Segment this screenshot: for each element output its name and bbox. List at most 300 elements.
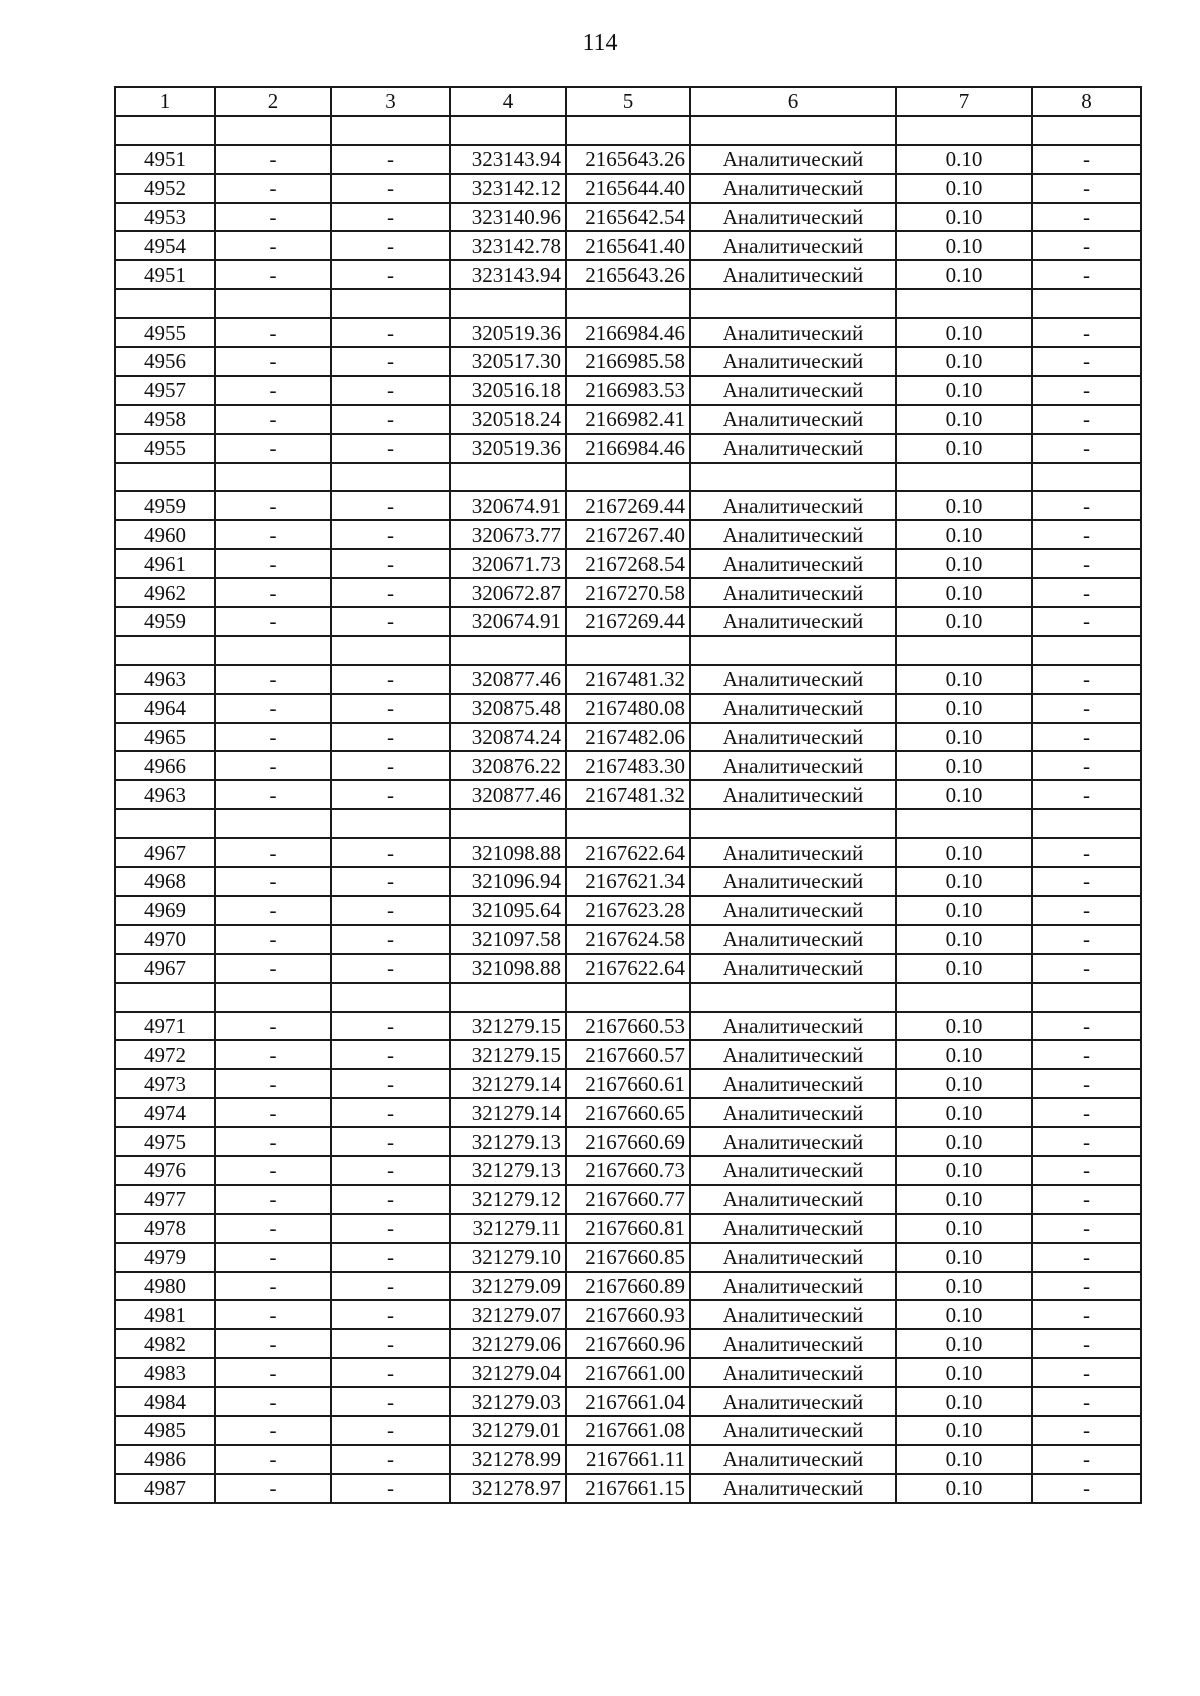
table-row — [115, 867, 1141, 896]
table-cell-col3: - — [331, 1416, 450, 1445]
table-cell-col5: 2167622.64 — [566, 954, 690, 983]
table-cell-col1: 4969 — [115, 896, 215, 925]
table-cell-col2: - — [215, 347, 331, 376]
table-row — [115, 1127, 1141, 1156]
table-cell-col1: 4959 — [115, 607, 215, 636]
table-cell-col5: 2167480.08 — [566, 694, 690, 723]
table-cell-col8: - — [1032, 1012, 1141, 1041]
table-row — [115, 1272, 1141, 1301]
table-cell-col8: - — [1032, 347, 1141, 376]
table-cell-col5: 2166985.58 — [566, 347, 690, 376]
table-cell-col5: 2166983.53 — [566, 376, 690, 405]
table-cell-col5: 2167481.32 — [566, 665, 690, 694]
table-cell-col7: 0.10 — [896, 1040, 1032, 1069]
table-row — [115, 1416, 1141, 1445]
table-row — [115, 723, 1141, 752]
empty-cell — [690, 809, 896, 838]
empty-cell — [331, 289, 450, 318]
empty-cell — [896, 116, 1032, 145]
empty-cell — [1032, 116, 1141, 145]
table-cell-col8: - — [1032, 1069, 1141, 1098]
table-cell-col5: 2167660.57 — [566, 1040, 690, 1069]
table-cell-col6: Аналитический — [690, 665, 896, 694]
table-cell-col5: 2167481.32 — [566, 780, 690, 809]
table-cell-col7: 0.10 — [896, 376, 1032, 405]
table-cell-col4: 320877.46 — [450, 780, 566, 809]
table-cell-col7: 0.10 — [896, 1127, 1032, 1156]
table-cell-col1: 4957 — [115, 376, 215, 405]
table-cell-col3: - — [331, 780, 450, 809]
table-cell-col2: - — [215, 1185, 331, 1214]
table-row — [115, 174, 1141, 203]
table-cell-col1: 4976 — [115, 1156, 215, 1185]
empty-cell — [896, 809, 1032, 838]
table-cell-col4: 321098.88 — [450, 954, 566, 983]
table-cell-col5: 2167624.58 — [566, 925, 690, 954]
table-cell-col4: 320671.73 — [450, 549, 566, 578]
table-cell-col7: 0.10 — [896, 751, 1032, 780]
table-cell-col5: 2165643.26 — [566, 145, 690, 174]
table-cell-col7: 0.10 — [896, 1358, 1032, 1387]
table-cell-col1: 4956 — [115, 347, 215, 376]
table-cell-col1: 4977 — [115, 1185, 215, 1214]
table-cell-col3: - — [331, 434, 450, 463]
table-cell-col8: - — [1032, 1040, 1141, 1069]
header-row — [115, 87, 1141, 116]
table-cell-col3: - — [331, 376, 450, 405]
table-cell-col1: 4963 — [115, 780, 215, 809]
empty-cell — [690, 289, 896, 318]
table-cell-col6: Аналитический — [690, 347, 896, 376]
table-cell-col4: 320519.36 — [450, 434, 566, 463]
empty-cell — [1032, 289, 1141, 318]
table-cell-col8: - — [1032, 405, 1141, 434]
table-cell-col1: 4951 — [115, 260, 215, 289]
table-cell-col8: - — [1032, 954, 1141, 983]
table-cell-col1: 4978 — [115, 1214, 215, 1243]
table-cell-col2: - — [215, 896, 331, 925]
table-cell-col6: Аналитический — [690, 1358, 896, 1387]
table-row — [115, 231, 1141, 260]
table-cell-col1: 4951 — [115, 145, 215, 174]
table-cell-col1: 4980 — [115, 1272, 215, 1301]
table-cell-col2: - — [215, 1445, 331, 1474]
table-cell-col6: Аналитический — [690, 174, 896, 203]
table-row — [115, 578, 1141, 607]
table-cell-col6: Аналитический — [690, 1445, 896, 1474]
table-cell-col5: 2167660.93 — [566, 1300, 690, 1329]
table-cell-col3: - — [331, 1358, 450, 1387]
table-cell-col4: 321278.97 — [450, 1474, 566, 1503]
empty-cell — [566, 983, 690, 1012]
table-cell-col4: 321279.15 — [450, 1040, 566, 1069]
table-cell-col3: - — [331, 1156, 450, 1185]
table-cell-col4: 323140.96 — [450, 203, 566, 232]
table-cell-col6: Аналитический — [690, 838, 896, 867]
table-row — [115, 1329, 1141, 1358]
empty-cell — [566, 116, 690, 145]
table-cell-col8: - — [1032, 780, 1141, 809]
table-cell-col5: 2167269.44 — [566, 607, 690, 636]
table-cell-col1: 4955 — [115, 318, 215, 347]
table-cell-col2: - — [215, 1243, 331, 1272]
table-cell-col1: 4964 — [115, 694, 215, 723]
table-cell-col4: 320517.30 — [450, 347, 566, 376]
table-row — [115, 1098, 1141, 1127]
column-header: 1 — [115, 87, 215, 116]
table-cell-col2: - — [215, 1300, 331, 1329]
table-row — [115, 1387, 1141, 1416]
table-cell-col7: 0.10 — [896, 434, 1032, 463]
table-cell-col2: - — [215, 1098, 331, 1127]
table-cell-col2: - — [215, 954, 331, 983]
table-cell-col3: - — [331, 1387, 450, 1416]
table-cell-col5: 2167268.54 — [566, 549, 690, 578]
table-cell-col1: 4966 — [115, 751, 215, 780]
table-cell-col8: - — [1032, 1300, 1141, 1329]
column-header: 3 — [331, 87, 450, 116]
separator-row — [115, 463, 1141, 492]
table-cell-col5: 2167267.40 — [566, 520, 690, 549]
table-cell-col4: 321278.99 — [450, 1445, 566, 1474]
table-cell-col3: - — [331, 954, 450, 983]
table-cell-col8: - — [1032, 1358, 1141, 1387]
table-cell-col2: - — [215, 1474, 331, 1503]
table-cell-col8: - — [1032, 838, 1141, 867]
table-cell-col3: - — [331, 1214, 450, 1243]
empty-cell — [690, 983, 896, 1012]
table-cell-col6: Аналитический — [690, 1098, 896, 1127]
table-row — [115, 1069, 1141, 1098]
table-cell-col3: - — [331, 491, 450, 520]
table-cell-col4: 321096.94 — [450, 867, 566, 896]
table-cell-col6: Аналитический — [690, 1387, 896, 1416]
table-cell-col3: - — [331, 260, 450, 289]
table-row — [115, 751, 1141, 780]
table-cell-col8: - — [1032, 1185, 1141, 1214]
table-cell-col6: Аналитический — [690, 1329, 896, 1358]
table-cell-col7: 0.10 — [896, 723, 1032, 752]
empty-cell — [215, 463, 331, 492]
table-cell-col3: - — [331, 549, 450, 578]
table-cell-col5: 2165641.40 — [566, 231, 690, 260]
table-cell-col6: Аналитический — [690, 260, 896, 289]
table-cell-col2: - — [215, 1040, 331, 1069]
table-cell-col8: - — [1032, 376, 1141, 405]
table-cell-col6: Аналитический — [690, 896, 896, 925]
table-cell-col5: 2167660.53 — [566, 1012, 690, 1041]
table-cell-col3: - — [331, 1474, 450, 1503]
table-cell-col5: 2167661.15 — [566, 1474, 690, 1503]
table-cell-col7: 0.10 — [896, 1156, 1032, 1185]
table-cell-col8: - — [1032, 578, 1141, 607]
table-cell-col8: - — [1032, 1416, 1141, 1445]
table-cell-col5: 2167660.96 — [566, 1329, 690, 1358]
table-cell-col7: 0.10 — [896, 260, 1032, 289]
table-cell-col6: Аналитический — [690, 607, 896, 636]
table-cell-col7: 0.10 — [896, 1272, 1032, 1301]
table-cell-col4: 323142.78 — [450, 231, 566, 260]
table-cell-col6: Аналитический — [690, 1214, 896, 1243]
table-cell-col2: - — [215, 607, 331, 636]
table-cell-col2: - — [215, 751, 331, 780]
table-cell-col6: Аналитический — [690, 1069, 896, 1098]
table-cell-col2: - — [215, 434, 331, 463]
table-row — [115, 954, 1141, 983]
table-cell-col8: - — [1032, 723, 1141, 752]
table-cell-col3: - — [331, 1329, 450, 1358]
table-cell-col3: - — [331, 1012, 450, 1041]
table-cell-col7: 0.10 — [896, 1416, 1032, 1445]
table-cell-col7: 0.10 — [896, 549, 1032, 578]
table-cell-col3: - — [331, 578, 450, 607]
table-cell-col7: 0.10 — [896, 665, 1032, 694]
table-row — [115, 549, 1141, 578]
table-cell-col3: - — [331, 174, 450, 203]
table-cell-col3: - — [331, 1098, 450, 1127]
empty-cell — [450, 116, 566, 145]
empty-cell — [566, 809, 690, 838]
table-cell-col7: 0.10 — [896, 174, 1032, 203]
table-cell-col2: - — [215, 694, 331, 723]
table-cell-col5: 2167622.64 — [566, 838, 690, 867]
table-row — [115, 1474, 1141, 1503]
table-cell-col2: - — [215, 231, 331, 260]
empty-cell — [115, 289, 215, 318]
table-cell-col4: 321279.10 — [450, 1243, 566, 1272]
table-cell-col2: - — [215, 145, 331, 174]
table-cell-col6: Аналитический — [690, 578, 896, 607]
table-cell-col1: 4982 — [115, 1329, 215, 1358]
table-cell-col2: - — [215, 578, 331, 607]
table-cell-col2: - — [215, 1069, 331, 1098]
empty-cell — [1032, 809, 1141, 838]
table-row — [115, 145, 1141, 174]
table-cell-col4: 321095.64 — [450, 896, 566, 925]
table-cell-col5: 2167660.89 — [566, 1272, 690, 1301]
table-cell-col8: - — [1032, 694, 1141, 723]
table-cell-col6: Аналитический — [690, 434, 896, 463]
table-cell-col7: 0.10 — [896, 1387, 1032, 1416]
table-cell-col7: 0.10 — [896, 607, 1032, 636]
table-cell-col4: 320876.22 — [450, 751, 566, 780]
table-cell-col8: - — [1032, 1329, 1141, 1358]
table-cell-col3: - — [331, 1272, 450, 1301]
table-cell-col2: - — [215, 1156, 331, 1185]
table-row — [115, 896, 1141, 925]
table-cell-col8: - — [1032, 896, 1141, 925]
table-cell-col4: 323142.12 — [450, 174, 566, 203]
empty-cell — [115, 116, 215, 145]
table-cell-col8: - — [1032, 1272, 1141, 1301]
table-cell-col6: Аналитический — [690, 723, 896, 752]
table-cell-col8: - — [1032, 665, 1141, 694]
page-number: 114 — [582, 30, 618, 56]
table-cell-col2: - — [215, 405, 331, 434]
table-cell-col4: 320673.77 — [450, 520, 566, 549]
table-cell-col3: - — [331, 318, 450, 347]
table-cell-col1: 4974 — [115, 1098, 215, 1127]
table-cell-col5: 2165644.40 — [566, 174, 690, 203]
empty-cell — [115, 636, 215, 665]
table-cell-col5: 2167269.44 — [566, 491, 690, 520]
table-cell-col8: - — [1032, 549, 1141, 578]
table-cell-col1: 4960 — [115, 520, 215, 549]
table-cell-col5: 2167621.34 — [566, 867, 690, 896]
table-cell-col3: - — [331, 723, 450, 752]
table-cell-col5: 2167660.73 — [566, 1156, 690, 1185]
table-cell-col7: 0.10 — [896, 1185, 1032, 1214]
table-cell-col1: 4985 — [115, 1416, 215, 1445]
table-cell-col6: Аналитический — [690, 1243, 896, 1272]
empty-cell — [215, 809, 331, 838]
table-cell-col7: 0.10 — [896, 145, 1032, 174]
table-cell-col4: 323143.94 — [450, 260, 566, 289]
table-cell-col6: Аналитический — [690, 1300, 896, 1329]
column-header: 8 — [1032, 87, 1141, 116]
table-cell-col3: - — [331, 867, 450, 896]
empty-cell — [450, 983, 566, 1012]
table-row — [115, 405, 1141, 434]
empty-cell — [450, 463, 566, 492]
table-cell-col3: - — [331, 838, 450, 867]
table-cell-col2: - — [215, 838, 331, 867]
table-cell-col1: 4965 — [115, 723, 215, 752]
table-cell-col6: Аналитический — [690, 780, 896, 809]
table-cell-col3: - — [331, 1185, 450, 1214]
table-cell-col7: 0.10 — [896, 578, 1032, 607]
column-header: 7 — [896, 87, 1032, 116]
table-cell-col2: - — [215, 376, 331, 405]
table-cell-col1: 4955 — [115, 434, 215, 463]
table-cell-col5: 2167660.81 — [566, 1214, 690, 1243]
table-cell-col7: 0.10 — [896, 231, 1032, 260]
table-cell-col2: - — [215, 203, 331, 232]
table-cell-col1: 4979 — [115, 1243, 215, 1272]
table-cell-col6: Аналитический — [690, 520, 896, 549]
table-cell-col2: - — [215, 1358, 331, 1387]
table-cell-col4: 321279.07 — [450, 1300, 566, 1329]
table-cell-col4: 320519.36 — [450, 318, 566, 347]
table-cell-col3: - — [331, 347, 450, 376]
table-row — [115, 1358, 1141, 1387]
empty-cell — [331, 463, 450, 492]
table-cell-col7: 0.10 — [896, 1474, 1032, 1503]
table-cell-col3: - — [331, 1040, 450, 1069]
table-cell-col1: 4971 — [115, 1012, 215, 1041]
table-row — [115, 1445, 1141, 1474]
table-row — [115, 203, 1141, 232]
table-cell-col6: Аналитический — [690, 145, 896, 174]
table-cell-col8: - — [1032, 1474, 1141, 1503]
table-cell-col1: 4953 — [115, 203, 215, 232]
table-cell-col1: 4973 — [115, 1069, 215, 1098]
table-cell-col5: 2167483.30 — [566, 751, 690, 780]
table-cell-col4: 320877.46 — [450, 665, 566, 694]
table-cell-col1: 4958 — [115, 405, 215, 434]
table-cell-col8: - — [1032, 1387, 1141, 1416]
table-cell-col2: - — [215, 1272, 331, 1301]
table-cell-col2: - — [215, 1416, 331, 1445]
table-cell-col5: 2167661.04 — [566, 1387, 690, 1416]
table-cell-col5: 2167661.08 — [566, 1416, 690, 1445]
table-cell-col3: - — [331, 1127, 450, 1156]
table-cell-col2: - — [215, 1214, 331, 1243]
table-cell-col5: 2166984.46 — [566, 434, 690, 463]
table-cell-col2: - — [215, 318, 331, 347]
table-cell-col7: 0.10 — [896, 203, 1032, 232]
table-cell-col2: - — [215, 780, 331, 809]
table-cell-col5: 2167661.11 — [566, 1445, 690, 1474]
table-cell-col6: Аналитический — [690, 954, 896, 983]
table-cell-col7: 0.10 — [896, 780, 1032, 809]
column-header: 6 — [690, 87, 896, 116]
separator-row — [115, 809, 1141, 838]
table-cell-col3: - — [331, 896, 450, 925]
table-cell-col8: - — [1032, 260, 1141, 289]
table-cell-col2: - — [215, 549, 331, 578]
table-cell-col8: - — [1032, 174, 1141, 203]
table-cell-col4: 320874.24 — [450, 723, 566, 752]
table-cell-col5: 2167660.85 — [566, 1243, 690, 1272]
empty-cell — [450, 289, 566, 318]
table-cell-col4: 320516.18 — [450, 376, 566, 405]
table-cell-col7: 0.10 — [896, 954, 1032, 983]
table-cell-col3: - — [331, 925, 450, 954]
table-row — [115, 491, 1141, 520]
table-cell-col1: 4959 — [115, 491, 215, 520]
table-cell-col4: 321279.12 — [450, 1185, 566, 1214]
empty-cell — [450, 636, 566, 665]
table-cell-col1: 4986 — [115, 1445, 215, 1474]
separator-row — [115, 289, 1141, 318]
empty-cell — [566, 463, 690, 492]
table-cell-col8: - — [1032, 434, 1141, 463]
table-cell-col7: 0.10 — [896, 925, 1032, 954]
table-row — [115, 665, 1141, 694]
table-row — [115, 607, 1141, 636]
table-cell-col5: 2167661.00 — [566, 1358, 690, 1387]
table-cell-col5: 2167660.61 — [566, 1069, 690, 1098]
table-cell-col8: - — [1032, 1156, 1141, 1185]
table-cell-col6: Аналитический — [690, 203, 896, 232]
empty-cell — [331, 983, 450, 1012]
table-cell-col8: - — [1032, 231, 1141, 260]
table-row — [115, 1185, 1141, 1214]
table-cell-col1: 4968 — [115, 867, 215, 896]
table-cell-col3: - — [331, 203, 450, 232]
table-cell-col7: 0.10 — [896, 1300, 1032, 1329]
table-cell-col2: - — [215, 1127, 331, 1156]
empty-cell — [115, 463, 215, 492]
table-cell-col7: 0.10 — [896, 318, 1032, 347]
table-cell-col4: 321279.04 — [450, 1358, 566, 1387]
table-cell-col8: - — [1032, 520, 1141, 549]
table-cell-col4: 321279.15 — [450, 1012, 566, 1041]
empty-cell — [331, 116, 450, 145]
table-cell-col4: 320875.48 — [450, 694, 566, 723]
table-row — [115, 1012, 1141, 1041]
table-body — [115, 116, 1141, 1503]
table-cell-col4: 320674.91 — [450, 491, 566, 520]
table-cell-col4: 321279.06 — [450, 1329, 566, 1358]
table-cell-col7: 0.10 — [896, 405, 1032, 434]
empty-cell — [331, 636, 450, 665]
table-cell-col4: 320674.91 — [450, 607, 566, 636]
table-cell-col7: 0.10 — [896, 1098, 1032, 1127]
table-cell-col7: 0.10 — [896, 1012, 1032, 1041]
table-cell-col2: - — [215, 520, 331, 549]
